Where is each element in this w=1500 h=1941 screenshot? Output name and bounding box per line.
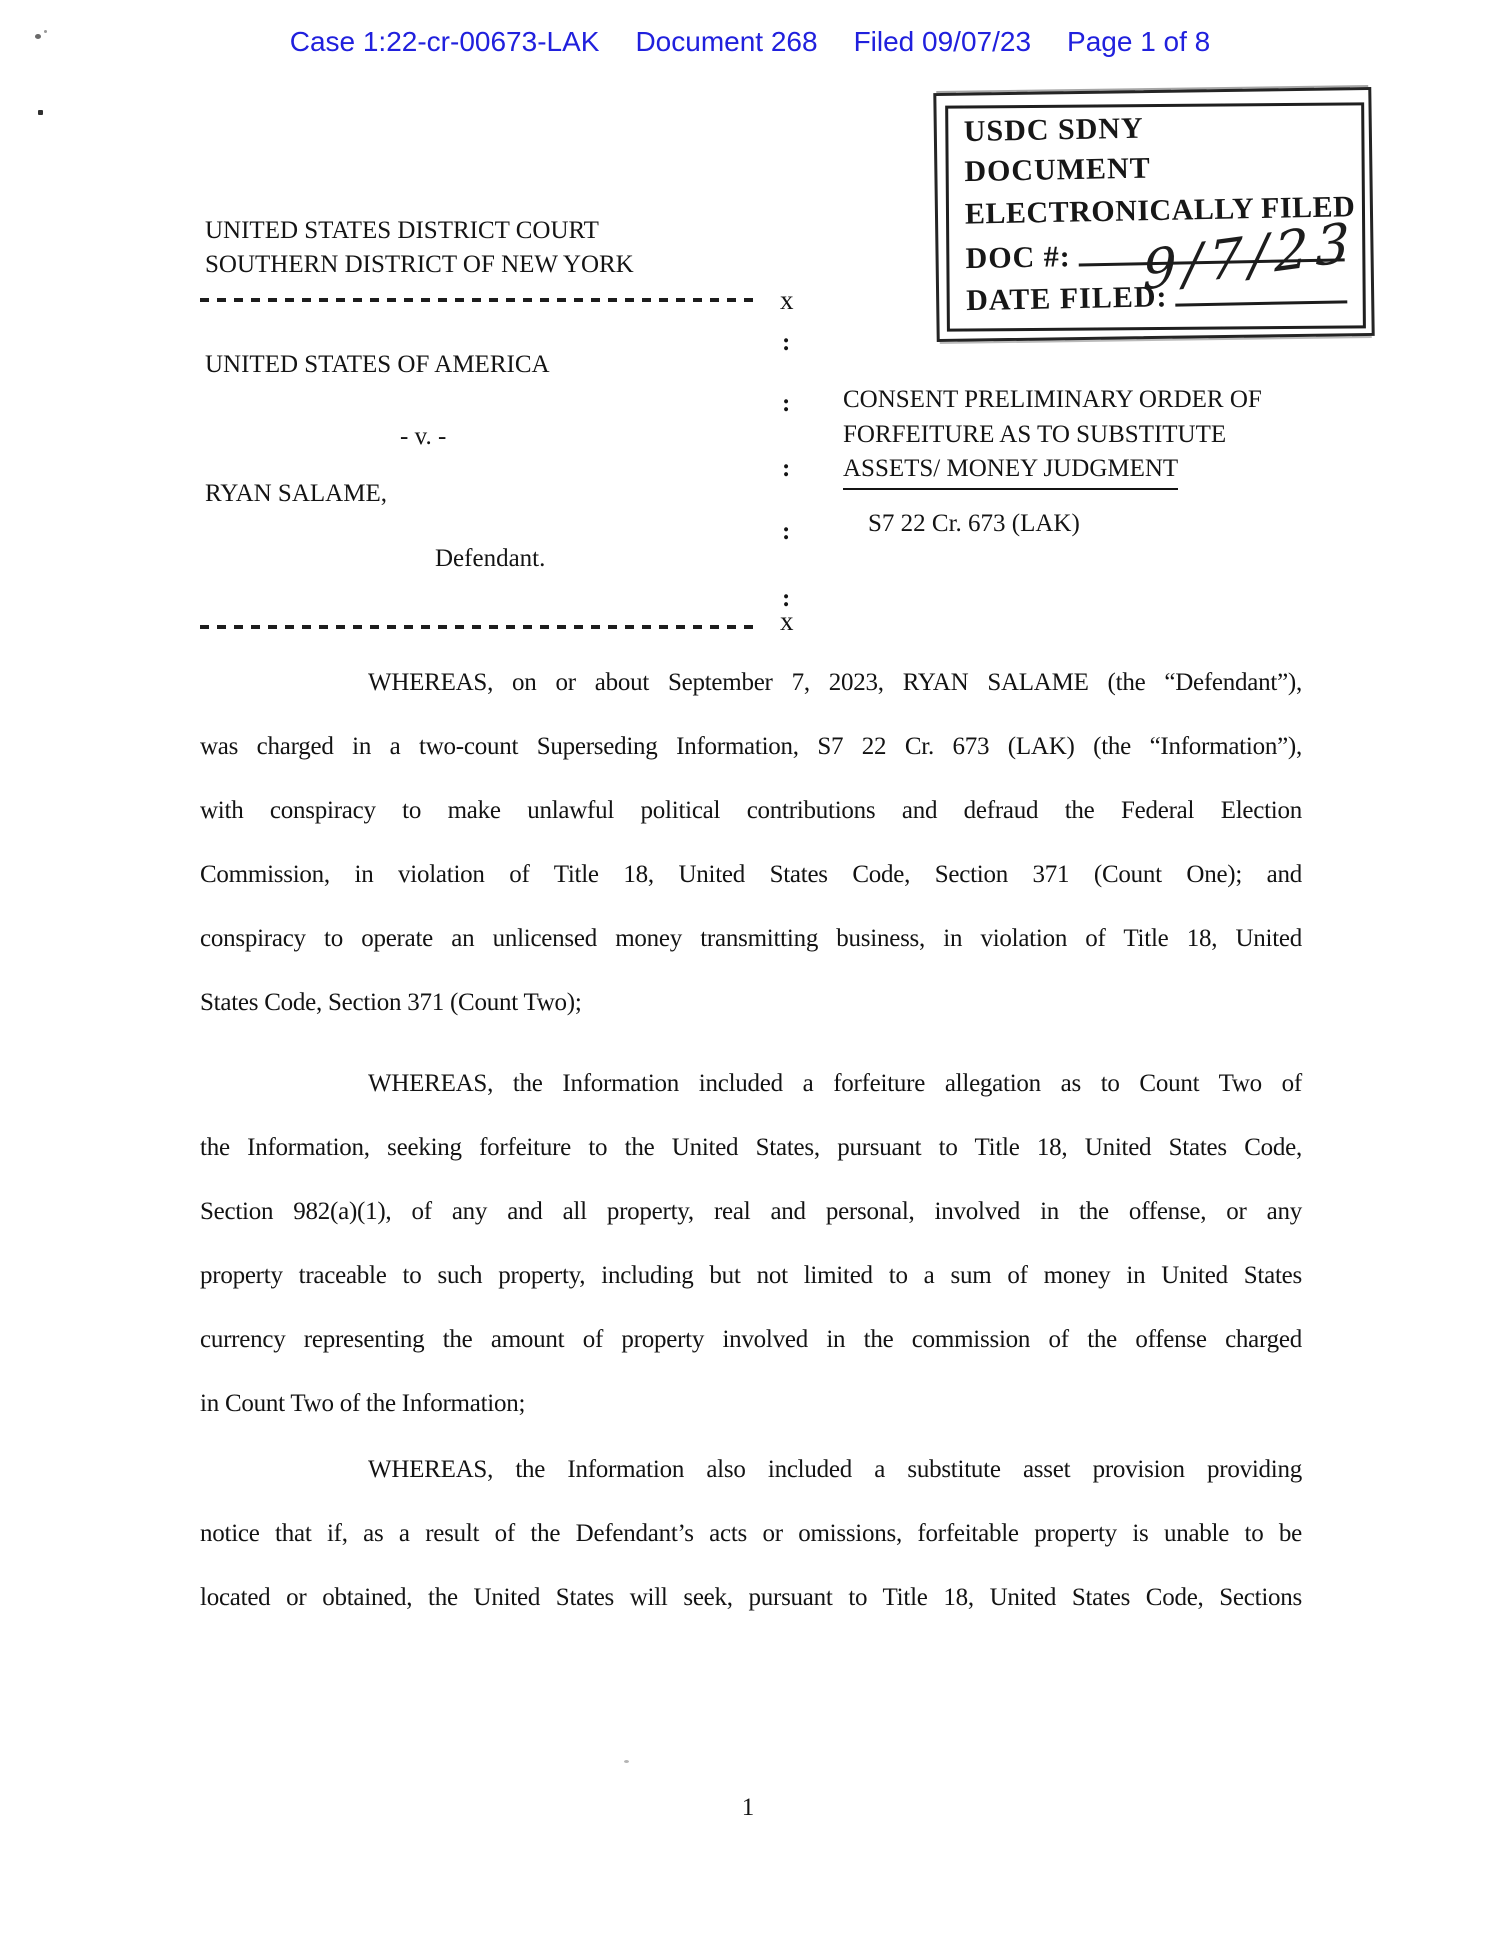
- case-number: S7 22 Cr. 673 (LAK): [868, 510, 1080, 537]
- body-line: was charged in a two-count Superseding Information, S7 22 Cr. 673 (LAK) (the “Information”),: [200, 733, 1302, 760]
- order-title-line3: ASSETS/ MONEY JUDGMENT: [843, 452, 1178, 490]
- body-line: located or obtained, the United States will seek, pursuant to Title 18, United States Code, Sections: [200, 1584, 1302, 1611]
- scan-speck: [35, 34, 41, 39]
- body-line: conspiracy to operate an unlicensed money transmitting business, in violation of Title 18, United: [200, 925, 1302, 952]
- order-title: [843, 383, 1383, 490]
- stamp-usdc-sdny: USDC SDNY: [963, 111, 1144, 149]
- header-page-count: Page 1 of 8: [1067, 26, 1211, 57]
- body-line: WHEREAS, the Information included a forfeiture allegation as to Count Two of: [368, 1070, 1302, 1097]
- stamp-date-filed-label: DATE FILED:: [965, 280, 1168, 318]
- caption-rule-top: [200, 298, 758, 302]
- body-line: notice that if, as a result of the Defendant’s acts or omissions, forfeitable property is unable to be: [200, 1520, 1302, 1547]
- header-filed-date: Filed 09/07/23: [853, 26, 1032, 57]
- body-line: with conspiracy to make unlawful political contributions and defraud the Federal Election: [200, 797, 1302, 824]
- plaintiff-name: UNITED STATES OF AMERICA: [205, 351, 550, 378]
- body-line: in Count Two of the Information;: [200, 1390, 526, 1417]
- scan-speck: [624, 1760, 629, 1763]
- efiling-stamp: [933, 87, 1374, 342]
- body-line: Commission, in violation of Title 18, United States Code, Section 371 (Count One); and: [200, 861, 1302, 888]
- paragraph-1: [200, 651, 1302, 1035]
- caption-colon: :: [782, 455, 791, 482]
- order-title-line2: FORFEITURE AS TO SUBSTITUTE: [843, 420, 1227, 448]
- defendant-label: Defendant.: [435, 545, 546, 572]
- pacer-header: [0, 26, 1500, 58]
- body-line: WHEREAS, on or about September 7, 2023, RYAN SALAME (the “Defendant”),: [368, 669, 1302, 696]
- court-name-line2: SOUTHERN DISTRICT OF NEW YORK: [205, 251, 634, 278]
- body-line: currency representing the amount of property involved in the commission of the offense charged: [200, 1326, 1302, 1353]
- paragraph-3: [200, 1438, 1302, 1630]
- caption-colon: :: [782, 329, 791, 356]
- paragraph-2: [200, 1052, 1302, 1436]
- caption-rule-bottom: [200, 625, 756, 629]
- header-case-id: Case 1:22-cr-00673-LAK: [289, 26, 600, 57]
- body-line: Section 982(a)(1), of any and all property, real and personal, involved in the offense, or any: [200, 1198, 1302, 1225]
- caption-x-top: x: [780, 285, 794, 315]
- body-line: the Information, seeking forfeiture to the United States, pursuant to Title 18, United States Code,: [200, 1134, 1302, 1161]
- caption-colon: :: [782, 518, 791, 545]
- page-number: 1: [741, 1794, 755, 1821]
- stamp-document: DOCUMENT: [964, 151, 1152, 189]
- body-line: States Code, Section 371 (Count Two);: [200, 989, 582, 1016]
- body-line: WHEREAS, the Information also included a substitute asset provision providing: [368, 1456, 1302, 1483]
- caption-x-bottom: x: [780, 606, 794, 636]
- order-title-line1: CONSENT PRELIMINARY ORDER OF: [843, 386, 1262, 413]
- defendant-name: RYAN SALAME,: [205, 480, 387, 507]
- scan-speck: [38, 110, 43, 115]
- court-name-line1: UNITED STATES DISTRICT COURT: [205, 217, 599, 244]
- stamp-electronically-filed: ELECTRONICALLY FILED: [964, 190, 1356, 231]
- scan-speck: [44, 30, 47, 33]
- header-document-no: Document 268: [635, 26, 818, 57]
- stamp-doc-number-label: DOC #:: [965, 240, 1072, 276]
- versus-label: - v. -: [400, 423, 447, 450]
- stamp-handwritten-date: 9/7/23: [1142, 209, 1357, 303]
- caption-colon: :: [782, 390, 791, 417]
- caption-colon: :: [782, 585, 791, 612]
- body-line: property traceable to such property, including but not limited to a sum of money in United States: [200, 1262, 1302, 1289]
